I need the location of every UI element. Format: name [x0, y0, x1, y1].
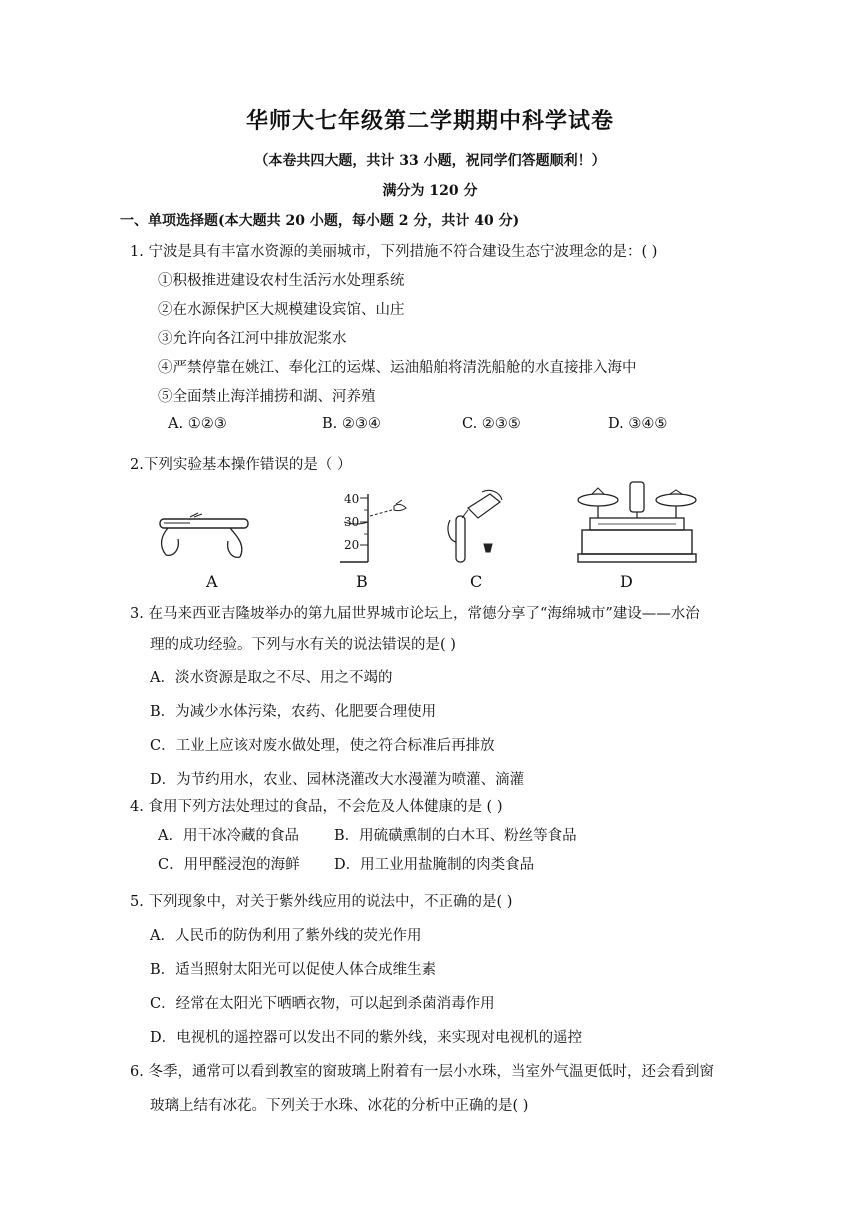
question-5-option-c: C．经常在太阳光下晒晒衣物，可以起到杀菌消毒作用	[150, 996, 495, 1012]
question-1-item: ①积极推进建设农村生活污水处理系统	[158, 273, 405, 289]
figure-label-a: A	[206, 572, 218, 591]
question-5-option-b: B．适当照射太阳光可以促使人体合成维生素	[150, 962, 437, 978]
figure-c-pouring-liquid	[430, 488, 510, 566]
cylinder-tick-20: 20	[344, 538, 360, 552]
figure-d-balance-scale	[574, 478, 700, 568]
question-1-item: ②在水源保护区大规模建设宾馆、山庄	[158, 302, 405, 318]
question-1-option-d: D. ③④⑤	[608, 416, 668, 432]
question-5-option-a: A．人民币的防伪利用了紫外线的荧光作用	[150, 928, 422, 944]
question-5-option-d: D．电视机的遥控器可以发出不同的紫外线，来实现对电视机的遥控	[150, 1030, 583, 1046]
question-4-option-c: C．用甲醛浸泡的海鲜	[158, 857, 300, 873]
question-1-option-b: B. ②③④	[322, 416, 381, 432]
question-1-item: ⑤全面禁止海洋捕捞和湖、河养殖	[158, 389, 376, 405]
question-3-option-d: D．为节约用水，农业、园林浇灌改大水漫灌为喷灌、滴灌	[150, 772, 525, 788]
question-1-item: ④严禁停靠在姚江、奉化江的运煤、运油船舶将清洗船舱的水直接排入海中	[158, 360, 637, 376]
question-3-option-a: A．淡水资源是取之不尽、用之不竭的	[150, 670, 393, 686]
question-4-option-b: B．用硫磺熏制的白木耳、粉丝等食品	[334, 828, 577, 844]
figure-a-test-tube	[150, 505, 260, 565]
question-1-option-a: A. ①②③	[168, 416, 227, 432]
question-4-option-a: A．用干冰冷藏的食品	[158, 828, 299, 844]
figure-label-d: D	[620, 572, 633, 591]
figure-label-b: B	[356, 572, 368, 591]
question-1-item: ③允许向各江河中排放泥浆水	[158, 331, 347, 347]
question-3-stem-line2: 理的成功经验。下列与水有关的说法错误的是( )	[150, 637, 456, 653]
question-3-option-b: B．为减少水体污染，农药、化肥要合理使用	[150, 704, 437, 720]
question-6-stem-line1: 6. 冬季，通常可以看到教室的窗玻璃上附着有一层小水珠，当室外气温更低时，还会看到窗	[130, 1064, 714, 1080]
cylinder-tick-30: 30	[344, 515, 360, 529]
question-5-stem: 5. 下列现象中，对关于紫外线应用的说法中，不正确的是( )	[130, 894, 513, 910]
question-1-stem: 1. 宁波是具有丰富水资源的美丽城市，下列措施不符合建设生态宁波理念的是：( )	[130, 244, 658, 260]
question-4-option-d: D．用工业用盐腌制的肉类食品	[334, 857, 535, 873]
question-6-stem-line2: 玻璃上结有冰花。下列关于水珠、冰花的分析中正确的是( )	[150, 1098, 529, 1114]
exam-title: 华师大七年级第二学期期中科学试卷	[245, 108, 614, 134]
section-heading: 一、单项选择题(本大题共 20 小题，每小题 2 分，共计 40 分)	[120, 213, 520, 229]
question-1-option-c: C. ②③⑤	[462, 416, 521, 432]
figure-label-c: C	[470, 572, 483, 591]
question-2-stem: 2.下列实验基本操作错误的是（ ）	[130, 457, 352, 473]
cylinder-tick-40: 40	[344, 492, 360, 506]
question-3-option-c: C．工业上应该对废水做处理，使之符合标准后再排放	[150, 738, 495, 754]
full-score: 满分为 120 分	[382, 183, 478, 199]
exam-subtitle: （本卷共四大题，共计 33 小题，祝同学们答题顺利！）	[254, 153, 606, 169]
question-4-stem: 4. 食用下列方法处理过的食品，不会危及人体健康的是 ( )	[130, 799, 503, 815]
question-3-stem-line1: 3. 在马来西亚吉隆坡举办的第九届世界城市论坛上，常德分享了“海绵城市”建设——水治	[130, 606, 700, 622]
